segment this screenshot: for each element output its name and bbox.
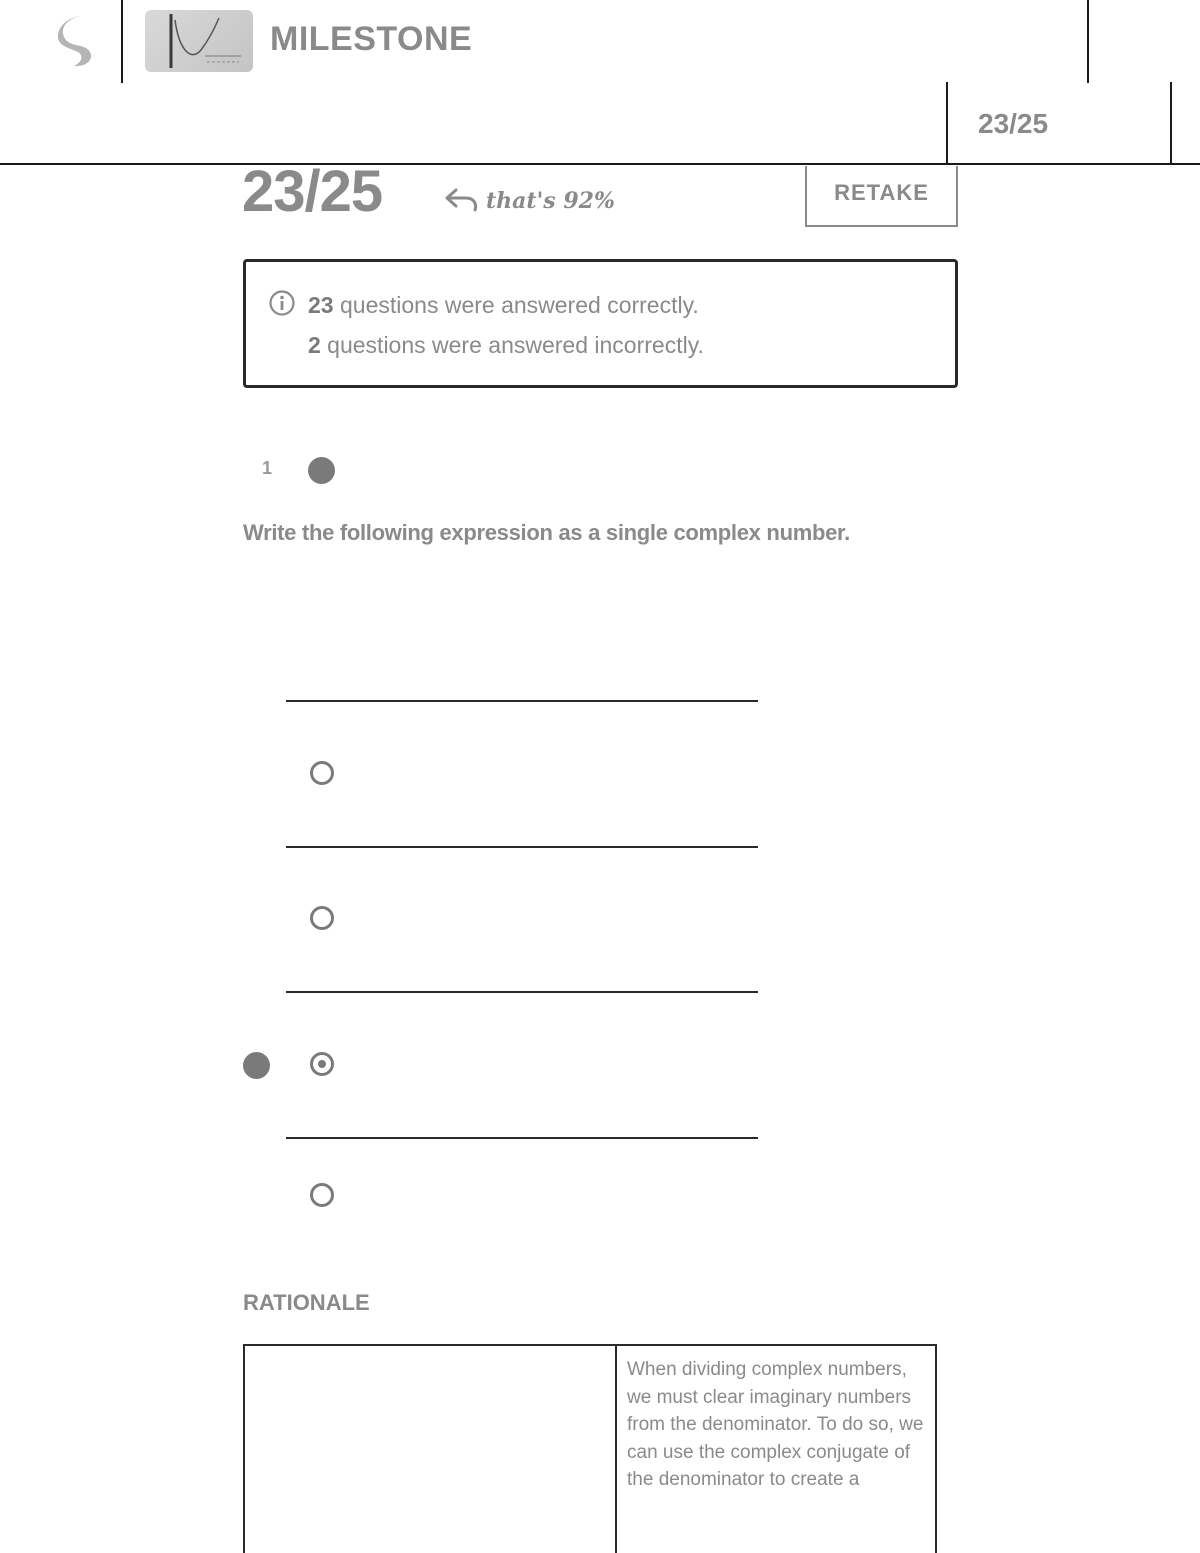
answer-option-3-radio[interactable] xyxy=(310,1052,334,1076)
question-status-dot xyxy=(308,457,335,484)
header-divider-left xyxy=(121,0,123,83)
option-divider xyxy=(286,1137,758,1139)
incorrect-text: questions were answered incorrectly. xyxy=(320,332,704,358)
header-score[interactable]: 23/25 xyxy=(978,108,1049,139)
correct-text: questions were answered correctly. xyxy=(333,292,699,318)
correct-count: 23 xyxy=(308,292,334,318)
info-circle-icon xyxy=(268,289,296,317)
header-divider-right xyxy=(1087,0,1089,83)
score-display: 23/25 xyxy=(242,159,383,224)
option-divider xyxy=(286,991,758,993)
rationale-heading: RATIONALE xyxy=(243,1290,370,1315)
option-divider xyxy=(286,700,758,702)
graph-thumbnail-icon xyxy=(145,10,253,72)
answer-option-2-radio[interactable] xyxy=(310,906,334,930)
rationale-text: When dividing complex numbers, we must clear imaginary numbers from the denominator. To do so, we can use the complex conjugate of the denominator to create a xyxy=(627,1359,924,1490)
answer-result-marker xyxy=(243,1052,270,1079)
question-number: 1 xyxy=(262,458,273,478)
curved-back-arrow-icon xyxy=(444,186,480,214)
correct-summary xyxy=(308,292,699,319)
page-title: MILESTONE xyxy=(270,20,473,58)
answer-option-1-radio[interactable] xyxy=(310,761,334,785)
answer-option-4-radio[interactable] xyxy=(310,1183,334,1207)
rationale-table xyxy=(243,1344,937,1553)
percent-note: that's 92% xyxy=(486,188,615,214)
question-prompt: Write the following expression as a single complex number. xyxy=(243,520,850,545)
header-bottom-rule xyxy=(0,163,1200,165)
sophia-s-logo-icon[interactable] xyxy=(52,14,100,68)
rationale-work-cell xyxy=(245,1346,617,1553)
incorrect-count: 2 xyxy=(308,332,321,358)
retake-button[interactable]: RETAKE xyxy=(805,166,958,227)
score-tab-left-edge xyxy=(946,82,948,164)
results-info-box xyxy=(243,259,958,388)
option-divider xyxy=(286,846,758,848)
score-tab-right-edge xyxy=(1170,82,1172,164)
course-thumbnail xyxy=(145,10,253,72)
incorrect-summary xyxy=(308,332,704,359)
